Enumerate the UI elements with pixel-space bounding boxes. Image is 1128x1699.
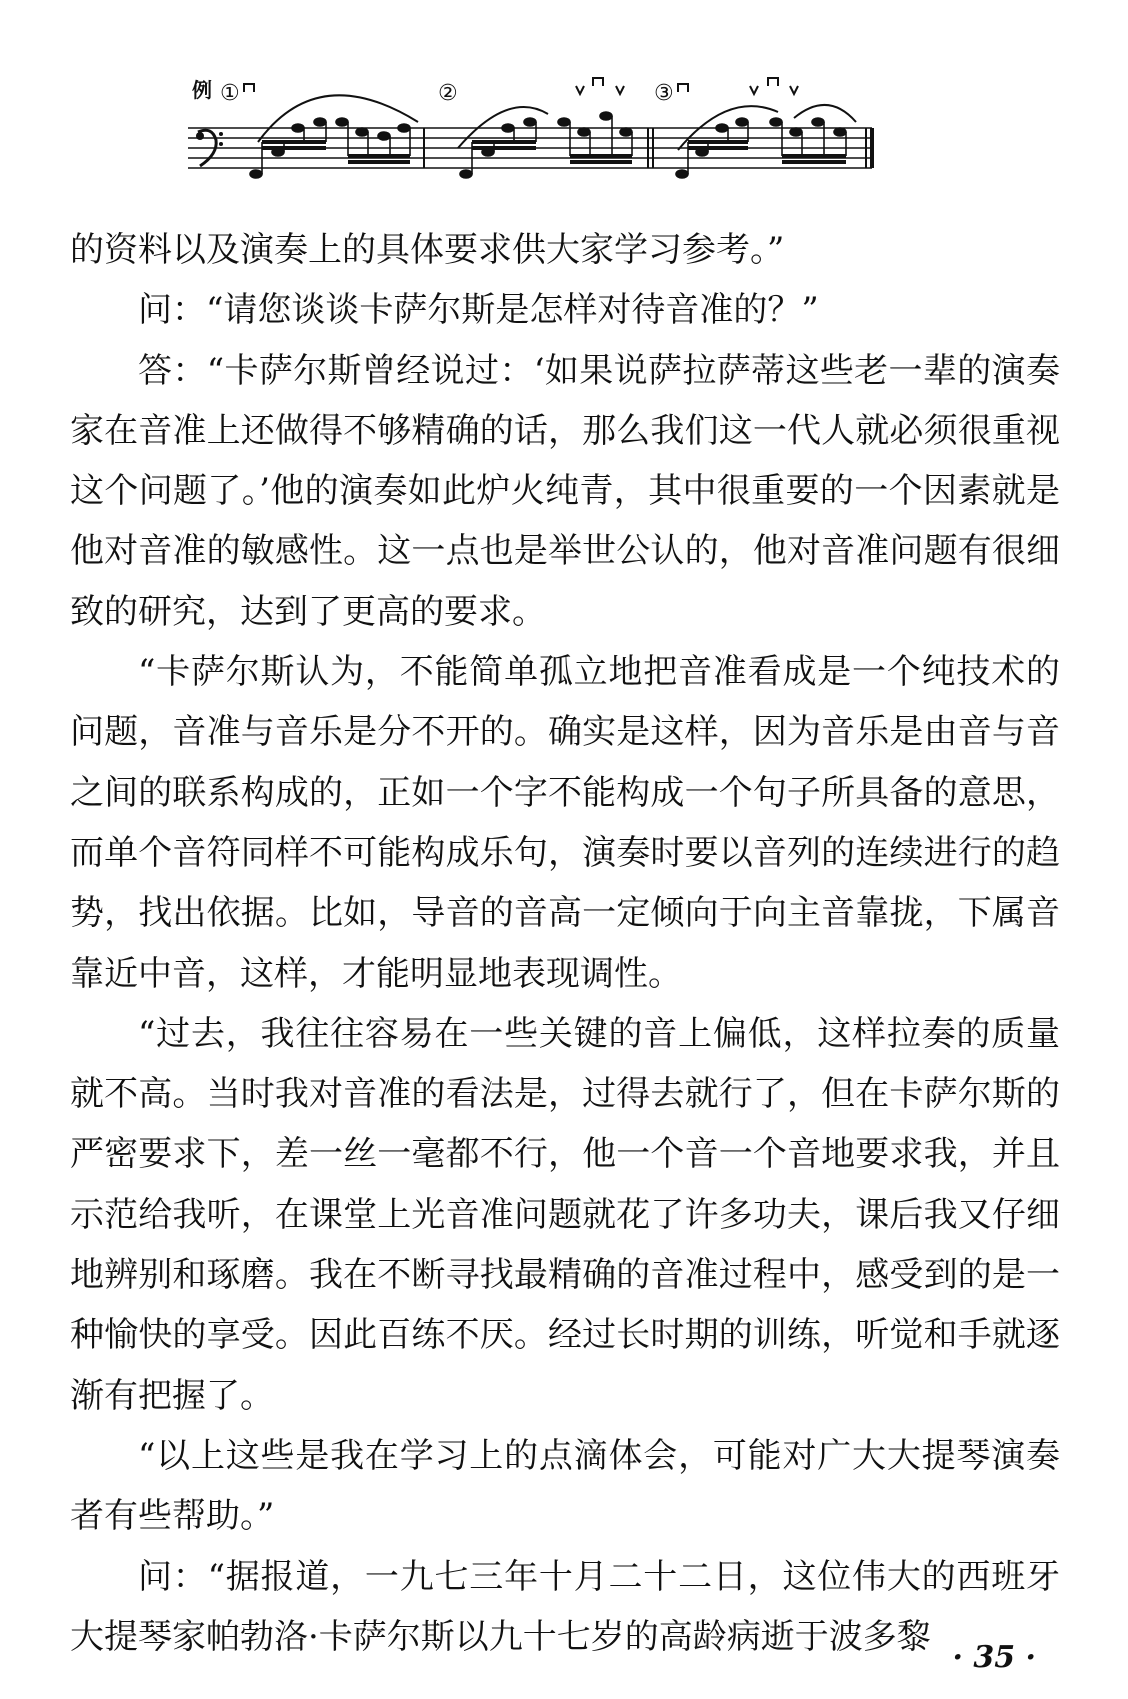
bowing-marks: [244, 78, 798, 94]
music-score-figure: [188, 70, 948, 210]
paragraph-question-death: 问：“据报道，一九七三年十月二十二日，这位伟大的西班牙大提琴家帕勃洛·卡萨尔斯以九十七岁的高龄病逝于波多黎: [70, 1556, 1060, 1657]
page-number: · 35 ·: [952, 1640, 1036, 1675]
paragraph-question-intonation: 问：“请您谈谈卡萨尔斯是怎样对待音准的？”: [138, 290, 819, 331]
paragraph-summary: “以上这些是我在学习上的点滴体会，可能对广大大提琴演奏者有些帮助。”: [70, 1435, 1060, 1537]
body-text: [70, 220, 1060, 1667]
paragraph-answer-intonation: 答：“卡萨尔斯曾经说过：‘如果说萨拉萨蒂这些老一辈的演奏家在音准上还做得不够精确的话，那么我们这一代人就必须很重视这个问题了。’他的演奏如此炉火纯青，其中很重要的一个因素就是他对音准的敏感性。这一点也是举世公认的，他对音准问题有很细致的研究，达到了更高的要求。: [70, 350, 1060, 632]
measure-marker-1: ①: [220, 81, 240, 106]
measure-marker-2: ②: [438, 81, 458, 106]
measure-marker-3: ③: [654, 81, 674, 106]
paragraph-casals-view: “卡萨尔斯认为，不能简单孤立地把音准看成是一个纯技术的问题，音准与音乐是分不开的。确实是这样，因为音乐是由音与音之间的联系构成的，正如一个字不能构成一个句子所具备的意思，而单个音符同样不可能构成乐句，演奏时要以音列的连续进行的趋势，找出依据。比如，导音的音高一定倾向于向主音靠拢，下属音靠近中音，这样，才能明显地表现调性。: [70, 652, 1060, 994]
paragraph-past-practice: “过去，我往往容易在一些关键的音上偏低，这样拉奏的质量就不高。当时我对音准的看法是，过得去就行了，但在卡萨尔斯的严密要求下，差一丝一毫都不行，他一个音一个音地要求我，并且示范给我听，在课堂上光音准问题就花了许多功夫，课后我又仔细地辨别和琢磨。我在不断寻找最精确的音准过程中，感受到的是一种愉快的享受。因此百练不厌。经过长时期的训练，听觉和手就逐渐有把握了。: [70, 1013, 1060, 1416]
paragraph-continuation: 的资料以及演奏上的具体要求供大家学习参考。”: [70, 230, 785, 270]
example-label: 例: [192, 78, 212, 102]
